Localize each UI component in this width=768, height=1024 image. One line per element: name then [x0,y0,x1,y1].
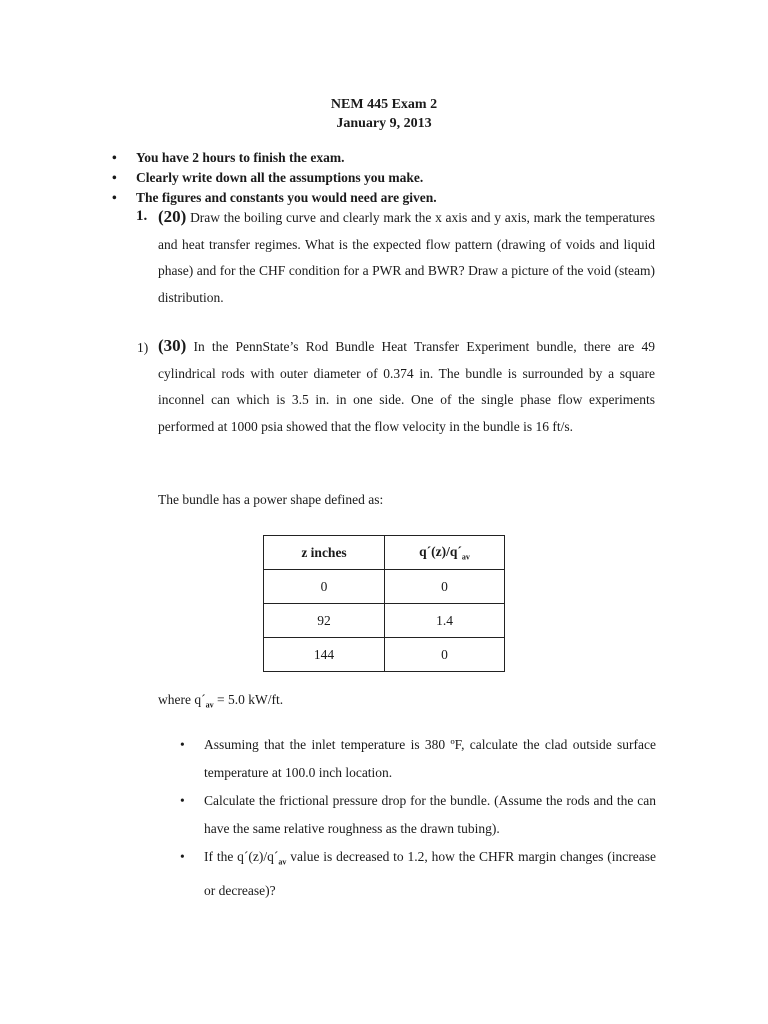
question-2-text: In the PennState’s Rod Bundle Heat Transfer Experiment bundle, there are 49 cylindrical rods with outer diameter of 0.374 in. The bundle is surrounded by a square inconnel can which is 3.5 in. in one side. One of the single phase flow experiments performed at 1000 psia showed that the flow velocity in the bundle is 16 ft/s. [158,339,656,434]
power-shape-intro: The bundle has a power shape defined as: [158,492,384,507]
question-2-number: 1) [137,340,149,355]
question-1-number: 1. [136,208,148,224]
question-1-text: Draw the boiling curve and clearly mark the x axis and y axis, mark the temperatures and heat transfer regimes. What is the expected flow pattern (drawing of voids and liquid phase) and for the CHF condition for a PWR and BWR? Draw a picture of the void (steam) distribution. [158,210,655,305]
subquestion-text: If the $q´(z)/q´_{av}$ value is decreased to 1.2, how the CHFR margin changes (increase or decrease)? [204,849,656,898]
question-1-points: (20) [158,207,187,226]
subquestion-item [180,787,656,843]
subquestion-item [180,731,656,787]
where-line: where $q´_{av} = 5.0$ kW/ft. [158,692,284,710]
table-row [264,638,505,672]
instruction-text: You have 2 hours to finish the exam. [136,150,345,165]
exam-title: NEM 445 Exam 2 [330,97,438,112]
table-cell-z: 0 [264,570,385,604]
table-header-row [264,536,505,570]
bullet-icon: • [180,793,185,808]
subquestion-text: Calculate the frictional pressure drop for the bundle. (Assume the rods and the can have the same relative roughness as the drawn tubing). [204,793,656,836]
subquestion-item [180,843,656,905]
question-2-points: (30) [158,336,187,355]
table-cell-z: 144 [264,638,385,672]
table-cell-z: 92 [264,604,385,638]
instruction-item [112,150,345,166]
subquestion-list [180,731,656,905]
bullet-icon: • [180,849,185,864]
bullet-icon: • [112,190,117,205]
table-header-z: z inches [264,536,385,570]
table-header-ratio: $q´(z)/q´_{av}$ [385,536,505,570]
instruction-item [112,170,423,186]
bullet-icon: • [112,150,117,165]
table-row [264,570,505,604]
table-cell-ratio: 0 [385,570,505,604]
subquestion-text: Assuming that the inlet temperature is 380 ºF, calculate the clad outside surface temperature at 100.0 inch location. [204,737,656,780]
table-cell-ratio: 0 [385,638,505,672]
exam-date: January 9, 2013 [336,116,432,131]
bullet-icon: • [112,170,117,185]
instruction-text: The figures and constants you would need are given. [136,190,437,205]
question-2 [158,333,655,440]
power-shape-table [263,535,505,672]
table-cell-ratio: 1.4 [385,604,505,638]
table-row [264,604,505,638]
question-1 [158,204,655,311]
instruction-text: Clearly write down all the assumptions you make. [136,170,424,185]
bullet-icon: • [180,737,185,752]
